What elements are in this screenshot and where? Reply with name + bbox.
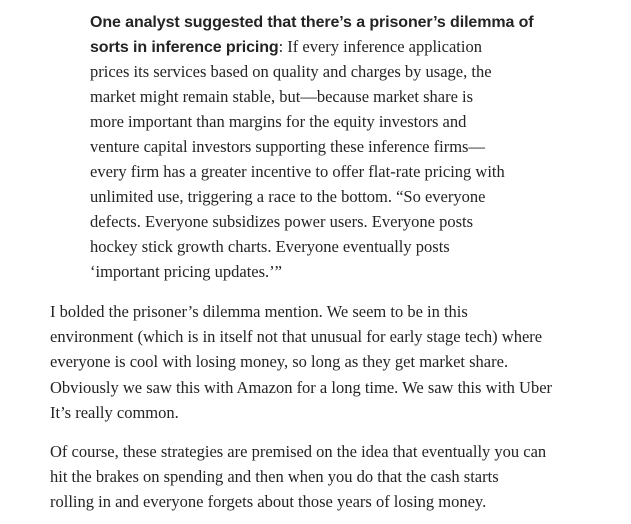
quote-text: venture capital investors supporting these inference firms—: [90, 137, 485, 156]
quote-text: prices its services based on quality and charges by usage, the: [90, 62, 492, 81]
quote-line: [90, 259, 560, 284]
quote-text: market might remain stable, but—because market share is: [90, 87, 474, 106]
quote-text: every firm has a greater incentive to offer flat-rate pricing with: [90, 162, 505, 181]
paragraph-line: everyone is cool with losing money, so long as they get market share.: [50, 352, 509, 372]
quote-text: unlimited use, triggering a race to the bottom. “So everyone: [90, 187, 486, 206]
paragraph-line: Of course, these strategies are premised on the idea that eventually you can: [50, 442, 547, 461]
quote-bold-text: sorts in inference pricing: [90, 39, 279, 56]
paragraph: [50, 299, 610, 425]
quote-text: : If every inference application: [278, 37, 482, 56]
paragraph-line: Obviously we saw this with Amazon for a long time. We saw this with Uber: [50, 377, 553, 397]
paragraph-line: hit the brakes on spending and then when you do that the cash starts: [50, 467, 499, 487]
quote-line: [90, 234, 560, 259]
quote-line: [90, 34, 560, 59]
quote-text: ‘important pricing updates.’”: [90, 262, 282, 281]
paragraph: [50, 439, 610, 515]
blockquote: [90, 9, 560, 284]
quote-text: more important than margins for the equity investors and: [90, 112, 467, 131]
quote-line: [90, 84, 560, 109]
quote-line: [90, 109, 560, 134]
paragraph-line: It’s really common.: [50, 402, 179, 422]
paragraph-line: rolling in and everyone forgets about those years of losing money.: [50, 492, 487, 512]
quote-line: [90, 159, 560, 184]
quote-line: [90, 134, 560, 159]
quote-line: [90, 184, 560, 209]
quote-line: [90, 59, 560, 84]
quote-text: hockey stick growth charts. Everyone eventually posts: [90, 237, 450, 256]
quote-bold-text: One analyst suggested that there’s a prisoner’s dilemma of: [90, 14, 534, 31]
quote-line: [90, 9, 560, 34]
paragraph-line: I bolded the prisoner’s dilemma mention. We seem to be in this: [50, 302, 468, 321]
quote-text: defects. Everyone subsidizes power users. Everyone posts: [90, 212, 474, 231]
quote-line: [90, 209, 560, 234]
paragraph-line: environment (which is in itself not that unusual for early stage tech) where: [50, 327, 543, 347]
